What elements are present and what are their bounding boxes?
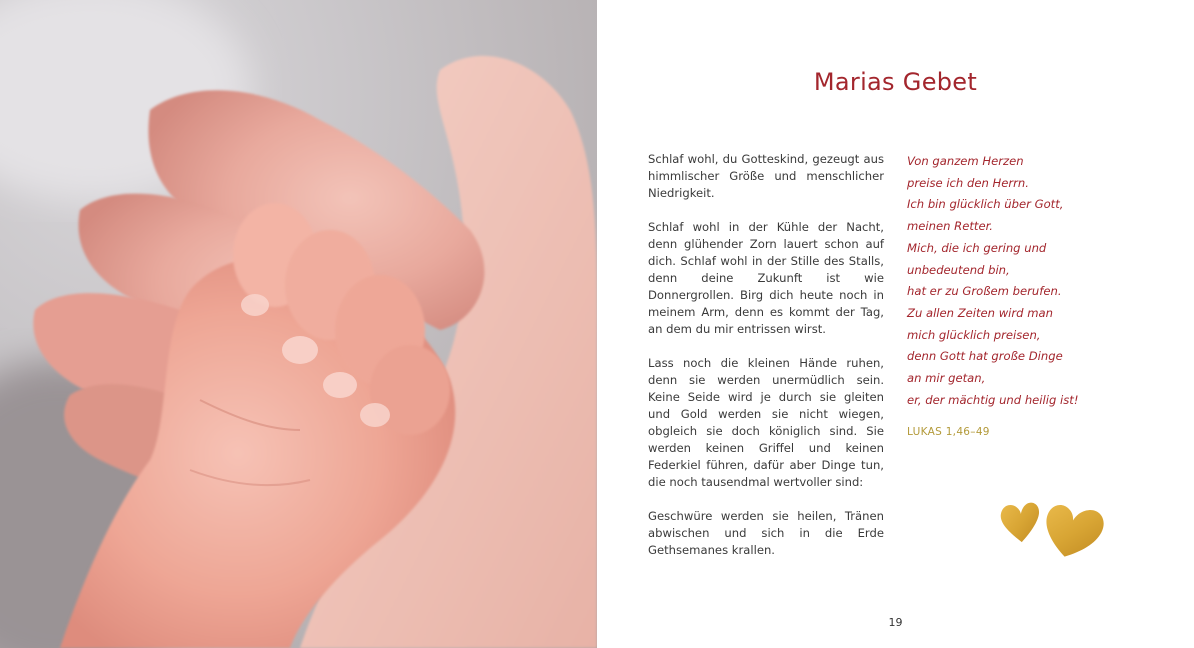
prose-paragraph: Schlaf wohl, du Gotteskind, gezeugt aus himmlischer Größe und menschlicher Niedrigkeit. — [648, 152, 884, 200]
prayer-line: Ich bin glücklich über Gott, — [907, 197, 1064, 212]
prayer-line: hat er zu Großem berufen. — [907, 284, 1062, 299]
prayer-line: Von ganzem Herzen — [907, 154, 1024, 168]
prayer-column — [907, 151, 1107, 411]
large-heart-icon — [1041, 503, 1106, 563]
prayer-line: meinen Retter. — [907, 219, 993, 234]
prayer-line: unbedeutend bin, — [907, 262, 1010, 277]
prayer-line: preise ich den Herrn. — [907, 175, 1029, 190]
scripture-reference: LUKAS 1,46–49 — [907, 426, 990, 438]
page-title: Marias Gebet — [813, 68, 978, 96]
page-number: 19 — [888, 616, 903, 629]
small-heart-icon — [999, 501, 1043, 544]
prayer-line: mich glücklich preisen, — [907, 327, 1041, 342]
prose-paragraph: Geschwüre werden sie heilen, Tränen abwischen und sich in die Erde Gethsemanes krallen. — [648, 509, 884, 557]
prose-paragraph: Schlaf wohl in der Kühle der Nacht, denn glühender Zorn lauert schon auf dich. Schlaf wohl in der Stille des Stalls, denn deine Zukunft ist wie Donnergrollen. Birg dich heute noch in meinem Arm, denn es kommt der Tag, an dem du mir entrissen wirst. — [648, 220, 884, 336]
prayer-line: denn Gott hat große Dinge — [907, 349, 1063, 364]
two-gold-hearts-icon — [997, 490, 1112, 565]
prayer-line: er, der mächtig und heilig ist! — [907, 392, 1079, 407]
prose-column — [648, 151, 884, 576]
prayer-line: Mich, die ich gering und — [907, 240, 1047, 255]
text-page — [597, 0, 1194, 648]
prayer-line: an mir getan, — [907, 371, 986, 386]
prayer-line: Zu allen Zeiten wird man — [907, 305, 1053, 320]
prose-paragraph: Lass noch die kleinen Hände ruhen, denn sie werden unermüdlich sein. Keine Seide wird je durch sie gleiten und Gold werden sie nicht wiegen, obgleich sie doch königlich sind. Sie werden keinen Griffel und keinen Federkiel führen, dafür aber Dinge tun, die noch tausendmal wertvoller sind: — [648, 356, 884, 489]
